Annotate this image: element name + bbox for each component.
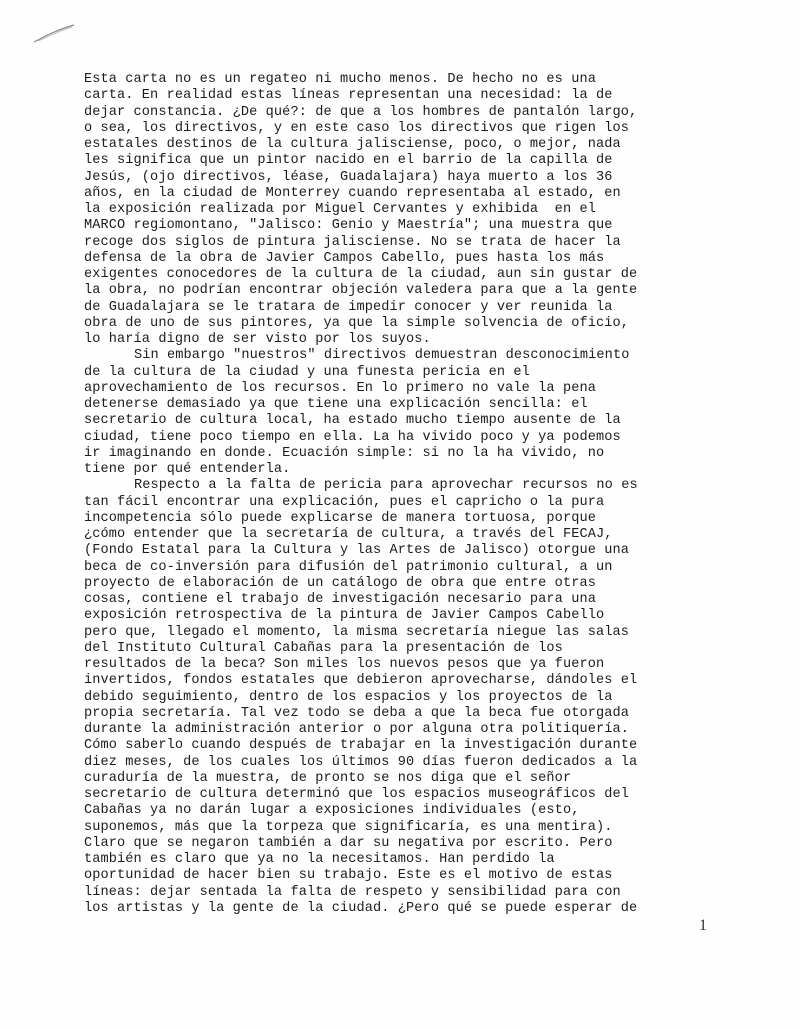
text-line: incompetencia sólo puede explicarse de manera tortuosa, porque (84, 510, 596, 526)
text-line: Respecto a la falta de pericia para aprovechar recursos no es (134, 478, 638, 494)
text-line: aprovechamiento de los recursos. En lo primero no vale la pena (84, 380, 596, 396)
text-line: o sea, los directivos, y en este caso los directivos que rigen los (84, 120, 629, 136)
text-line: los artistas y la gente de la ciudad. ¿Pero qué se puede esperar de (84, 900, 638, 916)
text-line: Claro que se negaron también a dar su negativa por escrito. Pero (84, 835, 613, 851)
text-line: secretario de cultura determinó que los espacios museográficos del (84, 787, 629, 802)
text-line: oportunidad de hacer bien su trabajo. Este es el motivo de estas (84, 868, 613, 884)
text-line: suponemos, más que la torpeza que significaría, es una mentira). (84, 819, 613, 835)
text-line: años, en la ciudad de Monterrey cuando representaba al estado, en (84, 185, 621, 201)
paragraph-2 (84, 348, 720, 478)
text-line: secretario de cultura local, ha estado mucho tiempo ausente de la (84, 413, 621, 429)
text-line: la exposición realizada por Miguel Cervantes y exhibida en el (84, 202, 596, 217)
text-line: Cómo saberlo cuando después de trabajar en la investigación durante (84, 738, 638, 754)
text-line: exposición retrospectiva de la pintura de Javier Campos Cabello (84, 608, 605, 624)
text-line: MARCO regiomontano, "Jalisco: Genio y Maestría"; una muestra que (84, 218, 613, 234)
text-line: dejar constancia. ¿De qué?: de que a los hombres de pantalón largo, (84, 104, 638, 120)
page-number: 1 (699, 917, 707, 934)
text-line: estatales destinos de la cultura jalisciense, poco, o mejor, nada (84, 137, 621, 152)
text-line: líneas: dejar sentada la falta de respeto y sensibilidad para con (84, 884, 621, 900)
text-line: les significa que un pintor nacido en el barrio de la capilla de (84, 153, 613, 169)
text-line: ir imaginando en donde. Ecuación simple: si no la ha vivido, no (84, 445, 605, 461)
text-line: recoge dos siglos de pintura jalisciense. No se trata de hacer la (84, 234, 621, 250)
text-line: curaduría de la muestra, de pronto se nos diga que el señor (84, 770, 572, 786)
paragraph-1 (84, 72, 720, 348)
text-line: tiene por qué entenderla. (84, 462, 291, 477)
text-line: carta. En realidad estas líneas representan una necesidad: la de (84, 88, 613, 104)
text-line: debido seguimiento, dentro de los espacios y los proyectos de la (84, 689, 613, 705)
text-line: beca de co-inversión para difusión del patrimonio cultural, a un (84, 559, 613, 575)
text-line: cosas, contiene el trabajo de investigación necesario para una (84, 592, 596, 607)
text-line: lo haría digno de ser visto por los suyos. (84, 332, 431, 347)
text-line: resultados de la beca? Son miles los nuevos pesos que ya fueron (84, 657, 605, 672)
text-line: Jesús, (ojo directivos, léase, Guadalajara) haya muerto a los 36 (84, 169, 613, 185)
letter-body (84, 72, 720, 917)
text-line: durante la administración anterior o por alguna otra politiquería. (84, 722, 629, 737)
text-line: de Guadalajara se le tratara de impedir conocer y ver reunida la (84, 299, 613, 315)
text-line: exigentes conocedores de la cultura de la ciudad, aun sin gustar de (84, 267, 638, 282)
text-line: la obra, no podrían encontrar objeción valedera para que a la gente (84, 283, 638, 299)
text-line: Esta carta no es un regateo ni mucho menos. De hecho no es una (84, 72, 596, 87)
text-line: propia secretaría. Tal vez todo se deba a que la beca fue otorgada (84, 705, 629, 721)
paragraph-3 (84, 478, 720, 917)
text-line: ¿cómo entender que la secretaría de cultura, a través del FECAJ, (84, 527, 613, 542)
text-line: Sin embargo "nuestros" directivos demuestran desconocimiento (134, 348, 630, 364)
text-line: obra de uno de sus pintores, ya que la simple solvencia de oficio, (84, 315, 629, 331)
text-line: proyecto de elaboración de un catálogo de obra que entre otras (84, 575, 596, 591)
text-line: detenerse demasiado ya que tiene una explicación sencilla: el (84, 397, 588, 412)
text-line: ciudad, tiene poco tiempo en ella. La ha vivido poco y ya podemos (84, 429, 621, 445)
text-line: pero que, llegado el momento, la misma secretaría niegue las salas (84, 624, 629, 640)
text-line: Cabañas ya no darán lugar a exposiciones individuales (esto, (84, 803, 580, 819)
text-line: del Instituto Cultural Cabañas para la presentación de los (84, 640, 563, 656)
text-line: defensa de la obra de Javier Campos Cabello, pues hasta los más (84, 250, 605, 266)
text-line: también es claro que ya no la necesitamos. Han perdido la (84, 852, 555, 867)
text-line: (Fondo Estatal para la Cultura y las Artes de Jalisco) otorgue una (84, 543, 629, 559)
text-line: de la cultura de la ciudad y una funesta pericia en el (84, 364, 530, 380)
text-line: tan fácil encontrar una explicación, pues el capricho o la pura (84, 494, 605, 510)
pen-stroke-mark (32, 22, 76, 44)
text-line: diez meses, de los cuales los últimos 90 días fueron dedicados a la (84, 754, 638, 770)
text-line: invertidos, fondos estatales que debieron aprovecharse, dándoles el (84, 673, 638, 689)
